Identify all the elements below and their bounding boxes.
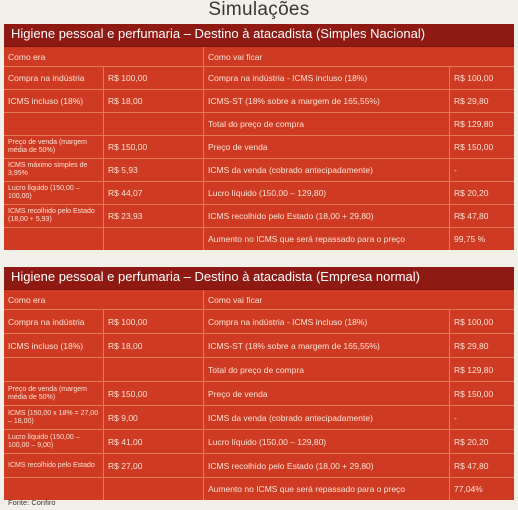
right-label: Compra na indústria - ICMS incluso (18%) [204, 67, 450, 89]
right-label: ICMS da venda (cobrado antecipadamente) [204, 159, 450, 181]
left-column-header: Como era [4, 47, 204, 66]
right-label: Total do preço de compra [204, 358, 450, 381]
table-row [4, 478, 514, 500]
right-value: R$ 47,80 [454, 211, 489, 221]
left-label: ICMS máximo simples de 3,95% [4, 159, 104, 181]
left-value: R$ 100,00 [104, 67, 204, 89]
left-value: R$ 41,00 [104, 430, 204, 453]
left-value: R$ 23,93 [104, 205, 204, 227]
right-value: R$ 29,80 [454, 340, 489, 351]
right-value: R$ 100,00 [454, 73, 494, 83]
right-value: R$ 150,00 [454, 142, 494, 152]
left-value: R$ 9,00 [104, 406, 204, 429]
right-label: Preço de venda [204, 136, 450, 158]
left-label [4, 478, 104, 500]
table-row [4, 454, 514, 478]
table-title: Higiene pessoal e perfumaria – Destino à atacadista (Simples Nacional) [4, 24, 514, 47]
table-row [4, 205, 514, 228]
right-value: 77,04% [454, 484, 483, 494]
left-label: Preço de venda (margem média de 50%) [4, 382, 104, 405]
right-label: ICMS da venda (cobrado antecipadamente) [204, 406, 450, 429]
left-label: Lucro líquido (150,00 – 100,00 – 9,00) [4, 430, 104, 453]
right-label: ICMS recolhido pelo Estado (18,00 + 29,80) [204, 454, 450, 477]
left-label: ICMS recolhido pelo Estado [4, 454, 104, 477]
left-value [104, 478, 204, 500]
left-value: R$ 150,00 [104, 136, 204, 158]
left-value [104, 113, 204, 135]
right-column-header: Como vai ficar [208, 294, 263, 305]
right-label: Aumento no ICMS que será repassado para o preço [204, 228, 450, 250]
left-value: R$ 18,00 [104, 334, 204, 357]
right-label: Total do preço de compra [204, 113, 450, 135]
page-title: Simulações [208, 0, 310, 20]
table-row [4, 67, 514, 90]
simulation-table-simples [4, 24, 514, 250]
right-value: - [454, 412, 457, 423]
right-value: R$ 129,80 [454, 364, 494, 375]
left-label: Lucro líquido (150,00 – 100,00) [4, 182, 104, 204]
right-value: R$ 129,80 [454, 119, 494, 129]
table-row [4, 310, 514, 334]
left-label: Compra na indústria [4, 67, 104, 89]
right-label: ICMS-ST (18% sobre a margem de 165,55%) [204, 334, 450, 357]
table-row [4, 334, 514, 358]
left-value [104, 228, 204, 250]
source-note: Fonte: Confiro [8, 498, 56, 507]
right-value: R$ 20,20 [454, 436, 489, 447]
left-value: R$ 150,00 [104, 382, 204, 405]
right-label: Lucro líquido (150,00 – 129,80) [204, 430, 450, 453]
left-label [4, 113, 104, 135]
table-row [4, 159, 514, 182]
right-label: Preço de venda [204, 382, 450, 405]
right-value: R$ 47,80 [454, 460, 489, 471]
left-value [104, 358, 204, 381]
column-header-row [4, 47, 514, 67]
left-label: ICMS incluso (18%) [4, 334, 104, 357]
left-label [4, 228, 104, 250]
table-row [4, 182, 514, 205]
left-value: R$ 44,07 [104, 182, 204, 204]
table-row [4, 382, 514, 406]
left-value: R$ 27,00 [104, 454, 204, 477]
table-row [4, 136, 514, 159]
left-value: R$ 18,00 [104, 90, 204, 112]
right-value: R$ 20,20 [454, 188, 489, 198]
table-row [4, 90, 514, 113]
simulation-table-normal [4, 267, 514, 500]
right-value: - [454, 165, 457, 175]
table-row [4, 228, 514, 250]
table-row [4, 406, 514, 430]
table-row [4, 430, 514, 454]
table-row [4, 113, 514, 136]
right-column-header: Como vai ficar [208, 51, 263, 62]
column-header-row [4, 290, 514, 310]
right-value: R$ 100,00 [454, 316, 494, 327]
right-label: Lucro líquido (150,00 – 129,80) [204, 182, 450, 204]
table-title: Higiene pessoal e perfumaria – Destino à atacadista (Empresa normal) [4, 267, 514, 290]
left-value: R$ 5,93 [104, 159, 204, 181]
left-label [4, 358, 104, 381]
right-value: R$ 150,00 [454, 388, 494, 399]
right-label: Compra na indústria - ICMS incluso (18%) [204, 310, 450, 333]
table-row [4, 358, 514, 382]
left-label: ICMS recolhido pelo Estado (18,00 + 5,93) [4, 205, 104, 227]
left-label: Preço de venda (margem média de 50%) [4, 136, 104, 158]
right-label: Aumento no ICMS que será repassado para o preço [204, 478, 450, 500]
left-column-header: Como era [4, 290, 204, 309]
right-label: ICMS-ST (18% sobre a margem de 165,55%) [204, 90, 450, 112]
right-value: R$ 29,80 [454, 96, 489, 106]
right-label: ICMS recolhido pelo Estado (18,00 + 29,80) [204, 205, 450, 227]
left-label: ICMS (150,00 x 18% = 27,00 – 18,00) [4, 406, 104, 429]
left-label: Compra na indústria [4, 310, 104, 333]
left-value: R$ 100,00 [104, 310, 204, 333]
left-label: ICMS incluso (18%) [4, 90, 104, 112]
right-value: 99,75 % [454, 234, 486, 244]
